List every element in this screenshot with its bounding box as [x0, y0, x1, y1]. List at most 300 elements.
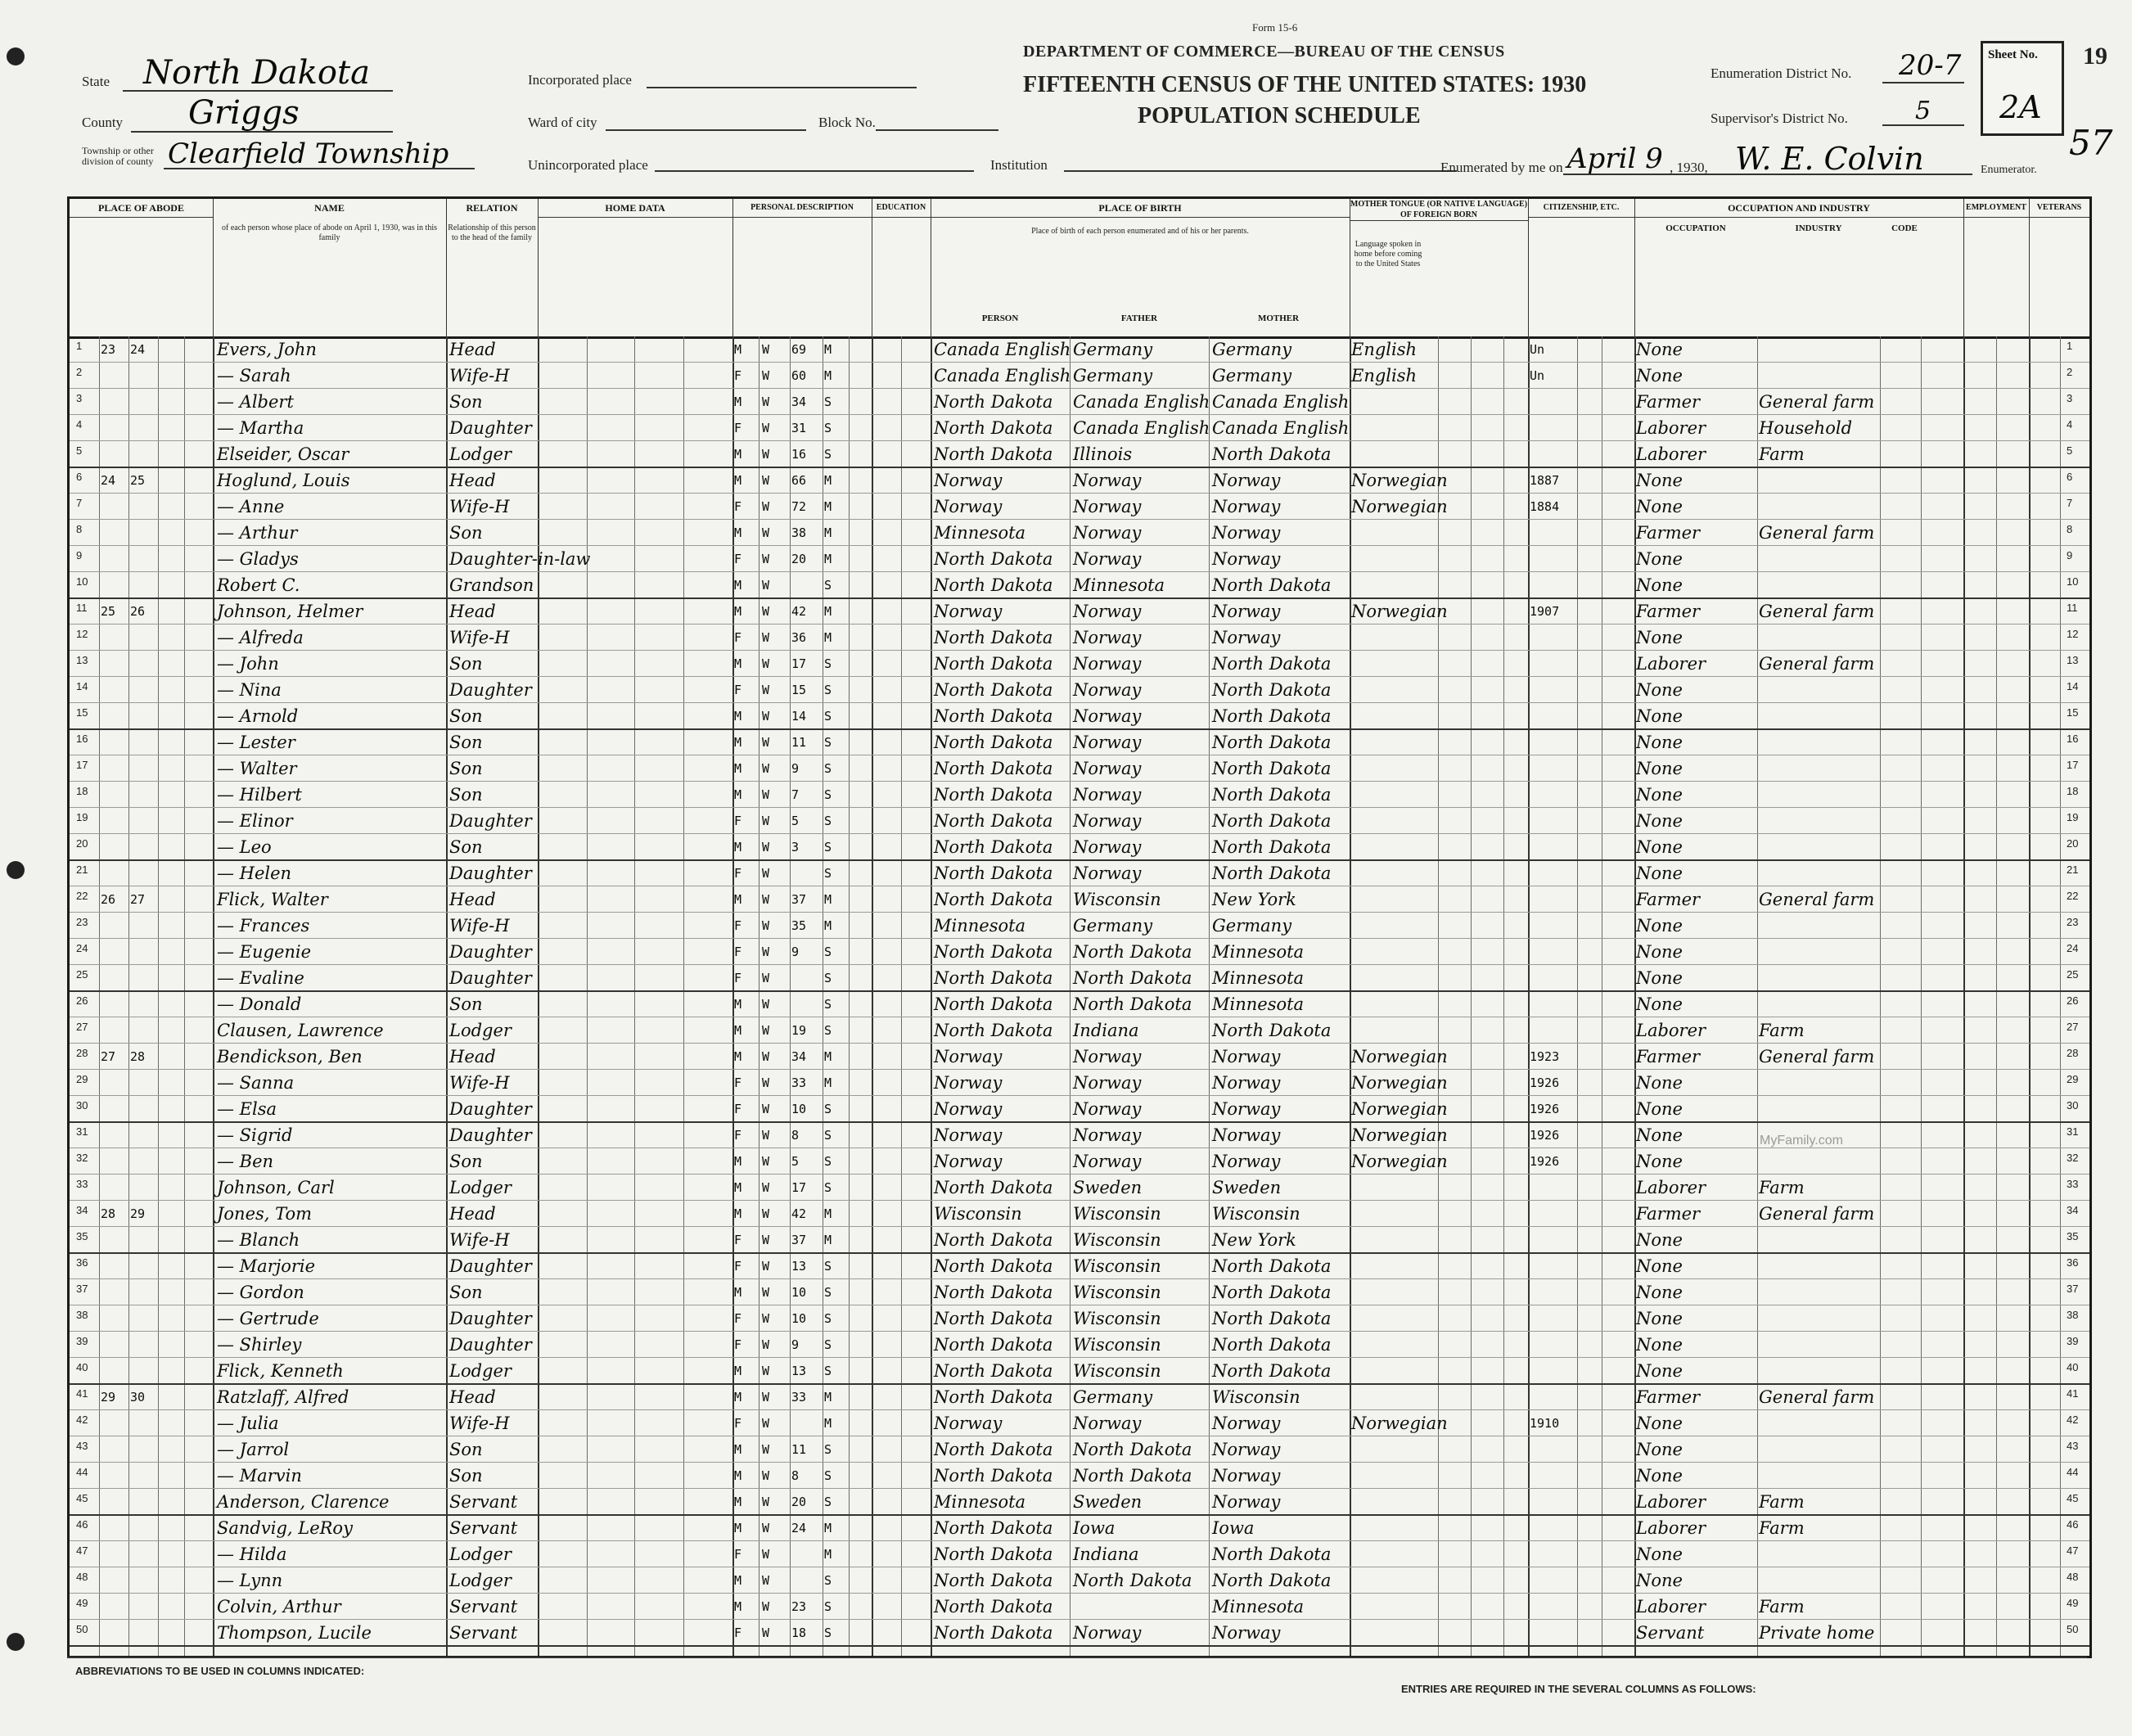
sex: F — [734, 368, 742, 383]
race: W — [762, 1599, 770, 1614]
relation: Son — [449, 1283, 483, 1302]
person-name: — Alfreda — [217, 628, 304, 647]
occupation-industry-header: OCCUPATION AND INDUSTRY OCCUPATION INDUSTRY CODE — [1634, 199, 1964, 336]
line-number: 14 — [76, 680, 88, 692]
sex: F — [734, 1337, 742, 1352]
dwelling-number — [101, 364, 128, 387]
sex: M — [734, 840, 742, 854]
occupation: Farmer — [1636, 523, 1701, 543]
marital-status: S — [824, 656, 832, 671]
age — [791, 967, 821, 990]
schedule-title: POPULATION SCHEDULE — [1138, 103, 1421, 129]
birthplace-mother: North Dakota — [1212, 785, 1332, 805]
mother-tongue — [1351, 993, 1436, 1016]
mother-tongue — [1351, 967, 1436, 990]
line-number: 41 — [2067, 1387, 2079, 1400]
occupation: None — [1636, 366, 1683, 386]
line-number: 27 — [2067, 1021, 2079, 1033]
sex: M — [734, 709, 742, 724]
industry: General farm — [1759, 602, 1875, 621]
line-number: 38 — [76, 1309, 88, 1321]
line-number: 17 — [2067, 759, 2079, 771]
table-row — [70, 808, 2089, 834]
ward-label: Ward of city — [528, 115, 597, 130]
line-number: 22 — [76, 890, 88, 902]
birthplace-father: Norway — [1073, 1623, 1142, 1643]
enumerated-year: , 1930, — [1670, 160, 1708, 175]
table-row — [70, 913, 2089, 939]
race: W — [762, 1416, 770, 1431]
immigration-year — [1530, 1386, 1575, 1409]
relation: Head — [449, 1387, 496, 1407]
dwelling-number — [101, 1124, 128, 1147]
birthplace-father: Wisconsin — [1073, 1204, 1161, 1224]
birthplace-mother: Norway — [1212, 628, 1281, 647]
race: W — [762, 814, 770, 828]
birthplace-mother: Norway — [1212, 1623, 1281, 1643]
mother-tongue — [1351, 1386, 1436, 1409]
age: 69 — [791, 342, 807, 357]
birthplace-person: North Dakota — [934, 1571, 1053, 1590]
birthplace-person: Canada English — [934, 366, 1071, 386]
line-number: 31 — [76, 1125, 88, 1138]
occupation: Laborer — [1636, 1178, 1706, 1197]
birthplace-mother: Norway — [1212, 497, 1281, 516]
family-number — [130, 1359, 158, 1382]
line-number: 16 — [2067, 733, 2079, 745]
person-name: — Hilda — [217, 1544, 287, 1564]
mother-tongue-header: MOTHER TONGUE (OR NATIVE LANGUAGE) OF FOREIGN BORN Language spoken in home before coming to the United States — [1350, 199, 1529, 336]
occupation: None — [1636, 968, 1683, 988]
table-row — [70, 598, 2089, 625]
person-name: — Eugenie — [217, 942, 312, 962]
sex: F — [734, 1102, 742, 1116]
birthplace-person: North Dakota — [934, 759, 1053, 778]
birthplace-mother: North Dakota — [1212, 680, 1332, 700]
marital-status: S — [824, 395, 832, 409]
industry — [1759, 574, 1878, 597]
family-number — [130, 521, 158, 544]
line-number: 13 — [2067, 654, 2079, 666]
marital-status: S — [824, 1495, 832, 1509]
birthplace-person: North Dakota — [934, 1335, 1053, 1355]
person-name: Bendickson, Ben — [217, 1047, 363, 1066]
industry — [1759, 757, 1878, 780]
table-row — [70, 1541, 2089, 1567]
marital-status: S — [824, 997, 832, 1012]
relation: Lodger — [449, 1178, 512, 1197]
census-title: FIFTEENTH CENSUS OF THE UNITED STATES: 1930 — [1023, 72, 1587, 97]
line-number: 5 — [2067, 444, 2073, 457]
birthplace-mother: Norway — [1212, 549, 1281, 569]
binding-hole — [7, 1633, 25, 1651]
mother-tongue — [1351, 914, 1436, 937]
line-number: 2 — [2067, 366, 2073, 378]
marital-status: S — [824, 1311, 832, 1326]
enumeration-district-value: 20-7 — [1899, 49, 1962, 82]
birthplace-mother: Minnesota — [1212, 968, 1305, 988]
occupation: Farmer — [1636, 392, 1701, 412]
birthplace-father: Norway — [1073, 733, 1142, 752]
family-number — [130, 626, 158, 649]
dwelling-number — [101, 1569, 128, 1592]
relation: Daughter — [449, 680, 532, 700]
race: W — [762, 1206, 770, 1221]
line-number: 22 — [2067, 890, 2079, 902]
birthplace-person: Norway — [934, 471, 1003, 490]
person-name: — Leo — [217, 837, 272, 857]
mother-tongue — [1351, 888, 1436, 911]
race: W — [762, 709, 770, 724]
race: W — [762, 578, 770, 593]
person-name: — Blanch — [217, 1230, 300, 1250]
age: 8 — [791, 1128, 800, 1143]
birthplace-mother: Norway — [1212, 1073, 1281, 1093]
family-number — [130, 1490, 158, 1513]
occupation: None — [1636, 994, 1683, 1014]
occupation: None — [1636, 785, 1683, 805]
race: W — [762, 1521, 770, 1535]
occupation: None — [1636, 1256, 1683, 1276]
race: W — [762, 342, 770, 357]
marital-status: S — [824, 1259, 832, 1274]
line-number: 50 — [2067, 1623, 2079, 1635]
immigration-year: 1910 — [1530, 1416, 1560, 1431]
person-name: — Anne — [217, 497, 285, 516]
race: W — [762, 1075, 770, 1090]
birthplace-person: Norway — [934, 1099, 1003, 1119]
table-row — [70, 1384, 2089, 1410]
table-row — [70, 494, 2089, 520]
sex: M — [734, 1442, 742, 1457]
marital-status: S — [824, 1364, 832, 1378]
race: W — [762, 552, 770, 566]
education-header: EDUCATION — [872, 199, 931, 336]
line-number: 48 — [2067, 1571, 2079, 1583]
line-number: 10 — [2067, 575, 2079, 588]
family-number — [130, 652, 158, 675]
immigration-year: 1907 — [1530, 604, 1560, 619]
line-number: 12 — [76, 628, 88, 640]
birthplace-person: North Dakota — [934, 706, 1053, 726]
birthplace-father: Norway — [1073, 628, 1142, 647]
dwelling-number — [101, 993, 128, 1016]
sex: M — [734, 473, 742, 488]
occupation: None — [1636, 1099, 1683, 1119]
occupation: Farmer — [1636, 1204, 1701, 1224]
occupation: Farmer — [1636, 602, 1701, 621]
family-number — [130, 390, 158, 413]
dwelling-number — [101, 390, 128, 413]
family-number — [130, 1071, 158, 1094]
birthplace-father: North Dakota — [1073, 994, 1192, 1014]
table-row — [70, 1332, 2089, 1358]
birthplace-father: Norway — [1073, 863, 1142, 883]
birthplace-person: North Dakota — [934, 680, 1053, 700]
mother-tongue — [1351, 1281, 1436, 1304]
family-number — [130, 1517, 158, 1540]
line-number: 44 — [76, 1466, 88, 1478]
relation: Wife-H — [449, 497, 510, 516]
line-number: 19 — [76, 811, 88, 823]
dwelling-number — [101, 862, 128, 885]
table-header — [70, 199, 2089, 339]
line-number: 3 — [76, 392, 83, 404]
relation: Son — [449, 1152, 483, 1171]
form-number: Form 15-6 — [1252, 21, 1298, 34]
line-number: 15 — [2067, 706, 2079, 719]
marital-status: M — [824, 1049, 832, 1064]
industry: Farm — [1759, 1597, 1805, 1617]
state-value: North Dakota — [143, 54, 370, 92]
immigration-year: 1923 — [1530, 1049, 1560, 1064]
birthplace-mother: North Dakota — [1212, 1021, 1332, 1040]
immigration-year — [1530, 1333, 1575, 1356]
sex: M — [734, 1390, 742, 1405]
birthplace-father: Indiana — [1073, 1544, 1139, 1564]
employment-header: EMPLOYMENT — [1963, 199, 2030, 336]
marital-status: S — [824, 814, 832, 828]
family-number — [130, 731, 158, 754]
person-name: — Marjorie — [217, 1256, 316, 1276]
birthplace-father: Wisconsin — [1073, 1230, 1161, 1250]
marital-status: S — [824, 1102, 832, 1116]
birthplace-person: North Dakota — [934, 837, 1053, 857]
state-underline — [123, 90, 393, 92]
table-row — [70, 441, 2089, 467]
marital-status: S — [824, 1180, 832, 1195]
marital-status: M — [824, 525, 832, 540]
marital-status: S — [824, 578, 832, 593]
marital-status: S — [824, 1285, 832, 1300]
occupation: Farmer — [1636, 1047, 1701, 1066]
sex: M — [734, 735, 742, 750]
birthplace-father: Norway — [1073, 759, 1142, 778]
dwelling-number — [101, 1333, 128, 1356]
family-number — [130, 705, 158, 728]
line-number: 29 — [76, 1073, 88, 1085]
sex: F — [734, 1626, 742, 1640]
birthplace-mother: Norway — [1212, 471, 1281, 490]
industry: Farm — [1759, 1492, 1805, 1512]
mother-tongue — [1351, 1464, 1436, 1487]
relation: Son — [449, 1466, 483, 1486]
mother-tongue: Norwegian — [1351, 1073, 1448, 1093]
line-number: 32 — [2067, 1152, 2079, 1164]
sheet-number-label: Sheet No. — [1988, 48, 2038, 61]
birthplace-mother: North Dakota — [1212, 759, 1332, 778]
immigration-year — [1530, 1255, 1575, 1278]
birthplace-mother: Norway — [1212, 523, 1281, 543]
table-row — [70, 1567, 2089, 1594]
industry — [1759, 940, 1878, 963]
line-number: 18 — [2067, 785, 2079, 797]
occupation: None — [1636, 1571, 1683, 1590]
table-row — [70, 1463, 2089, 1489]
mother-tongue — [1351, 1621, 1436, 1644]
person-name: — Albert — [217, 392, 294, 412]
family-number — [130, 1595, 158, 1618]
family-number: 25 — [130, 473, 146, 488]
dwelling-number — [101, 1490, 128, 1513]
immigration-year: 1926 — [1530, 1075, 1560, 1090]
enumerated-underline — [1563, 174, 1972, 175]
table-row — [70, 572, 2089, 598]
mother-tongue — [1351, 940, 1436, 963]
age: 17 — [791, 1180, 807, 1195]
age: 9 — [791, 761, 800, 776]
dwelling-number — [101, 521, 128, 544]
birthplace-mother: Norway — [1212, 1047, 1281, 1066]
birthplace-person: North Dakota — [934, 628, 1053, 647]
line-number: 17 — [76, 759, 88, 771]
person-name: — Lynn — [217, 1571, 283, 1590]
birthplace-mother: Minnesota — [1212, 942, 1305, 962]
marital-status: S — [824, 1442, 832, 1457]
birthplace-person: North Dakota — [934, 994, 1053, 1014]
age — [791, 1543, 821, 1566]
mother-tongue — [1351, 1019, 1436, 1042]
mother-tongue — [1351, 1333, 1436, 1356]
age — [791, 1569, 821, 1592]
industry — [1759, 1307, 1878, 1330]
relation: Servant — [449, 1518, 518, 1538]
line-number: 26 — [2067, 994, 2079, 1007]
line-number: 43 — [2067, 1440, 2079, 1452]
immigration-year — [1530, 417, 1575, 440]
birthplace-father: Canada English — [1073, 418, 1210, 438]
age: 37 — [791, 892, 807, 907]
person-name: Colvin, Arthur — [217, 1597, 341, 1617]
age — [791, 574, 821, 597]
line-number: 36 — [2067, 1256, 2079, 1269]
table-row — [70, 1227, 2089, 1253]
marital-status: M — [824, 499, 832, 514]
age: 8 — [791, 1468, 800, 1483]
birthplace-mother: North Dakota — [1212, 837, 1332, 857]
relation: Lodger — [449, 444, 512, 464]
sex: F — [734, 1233, 742, 1247]
marital-status: S — [824, 1599, 832, 1614]
relation: Lodger — [449, 1021, 512, 1040]
dwelling-number — [101, 1176, 128, 1199]
person-name: Ratzlaff, Alfred — [217, 1387, 349, 1407]
dwelling-number — [101, 574, 128, 597]
birthplace-mother: Wisconsin — [1212, 1204, 1300, 1224]
race: W — [762, 1154, 770, 1169]
occupation: None — [1636, 680, 1683, 700]
mother-tongue — [1351, 809, 1436, 832]
industry: Household — [1759, 418, 1853, 438]
mother-tongue — [1351, 652, 1436, 675]
mother-tongue — [1351, 1438, 1436, 1461]
industry — [1759, 626, 1878, 649]
line-number: 30 — [76, 1099, 88, 1111]
population-table — [67, 196, 2092, 1658]
immigration-year: 1884 — [1530, 499, 1560, 514]
line-number: 34 — [76, 1204, 88, 1216]
relation: Daughter — [449, 968, 532, 988]
birthplace-father: North Dakota — [1073, 1440, 1192, 1459]
dwelling-number — [101, 652, 128, 675]
mother-tongue — [1351, 1595, 1436, 1618]
person-name: — Gertrude — [217, 1309, 319, 1328]
person-name: Johnson, Helmer — [217, 602, 363, 621]
sex: M — [734, 892, 742, 907]
family-number — [130, 574, 158, 597]
immigration-year — [1530, 1229, 1575, 1251]
line-number: 16 — [76, 733, 88, 745]
age: 5 — [791, 1154, 800, 1169]
table-row — [70, 939, 2089, 965]
birthplace-person: North Dakota — [934, 968, 1053, 988]
family-number — [130, 967, 158, 990]
line-number: 39 — [76, 1335, 88, 1347]
occupation: Farmer — [1636, 1387, 1701, 1407]
dwelling-number — [101, 1517, 128, 1540]
line-number: 48 — [76, 1571, 88, 1583]
birthplace-father: Norway — [1073, 1414, 1142, 1433]
mother-tongue: Norwegian — [1351, 497, 1448, 516]
line-number: 47 — [76, 1544, 88, 1557]
line-number: 46 — [2067, 1518, 2079, 1531]
birthplace-father: Norway — [1073, 837, 1142, 857]
county-label: County — [82, 115, 124, 130]
sex: M — [734, 1023, 742, 1038]
birthplace-mother: North Dakota — [1212, 863, 1332, 883]
line-number: 3 — [2067, 392, 2073, 404]
sex: M — [734, 997, 742, 1012]
birthplace-father: Illinois — [1073, 444, 1133, 464]
line-number: 40 — [76, 1361, 88, 1373]
mother-tongue — [1351, 1517, 1436, 1540]
age: 15 — [791, 683, 807, 697]
birthplace-father: Norway — [1073, 1073, 1142, 1093]
mother-tongue — [1351, 783, 1436, 806]
occupation: None — [1636, 628, 1683, 647]
person-name: Elseider, Oscar — [217, 444, 349, 464]
line-number: 49 — [76, 1597, 88, 1609]
dwelling-number — [101, 1098, 128, 1121]
person-name: Anderson, Clarence — [217, 1492, 390, 1512]
birthplace-person: North Dakota — [934, 1178, 1053, 1197]
line-number: 20 — [2067, 837, 2079, 850]
age: 13 — [791, 1259, 807, 1274]
occupation: None — [1636, 1073, 1683, 1093]
relation: Head — [449, 471, 496, 490]
relation: Daughter — [449, 811, 532, 831]
birthplace-father: North Dakota — [1073, 942, 1192, 962]
table-row — [70, 782, 2089, 808]
marital-status: M — [824, 1521, 832, 1535]
table-row — [70, 546, 2089, 572]
industry: General farm — [1759, 654, 1875, 674]
age: 19 — [791, 1023, 807, 1038]
race: W — [762, 1364, 770, 1378]
immigration-year — [1530, 1019, 1575, 1042]
person-name: — Hilbert — [217, 785, 302, 805]
dwelling-number — [101, 679, 128, 701]
age: 20 — [791, 552, 807, 566]
line-number: 11 — [76, 602, 88, 614]
mother-tongue — [1351, 836, 1436, 859]
mother-tongue — [1351, 1229, 1436, 1251]
birthplace-person: North Dakota — [934, 418, 1053, 438]
birthplace-father: Canada English — [1073, 392, 1210, 412]
age: 33 — [791, 1075, 807, 1090]
marital-status: M — [824, 368, 832, 383]
age: 33 — [791, 1390, 807, 1405]
